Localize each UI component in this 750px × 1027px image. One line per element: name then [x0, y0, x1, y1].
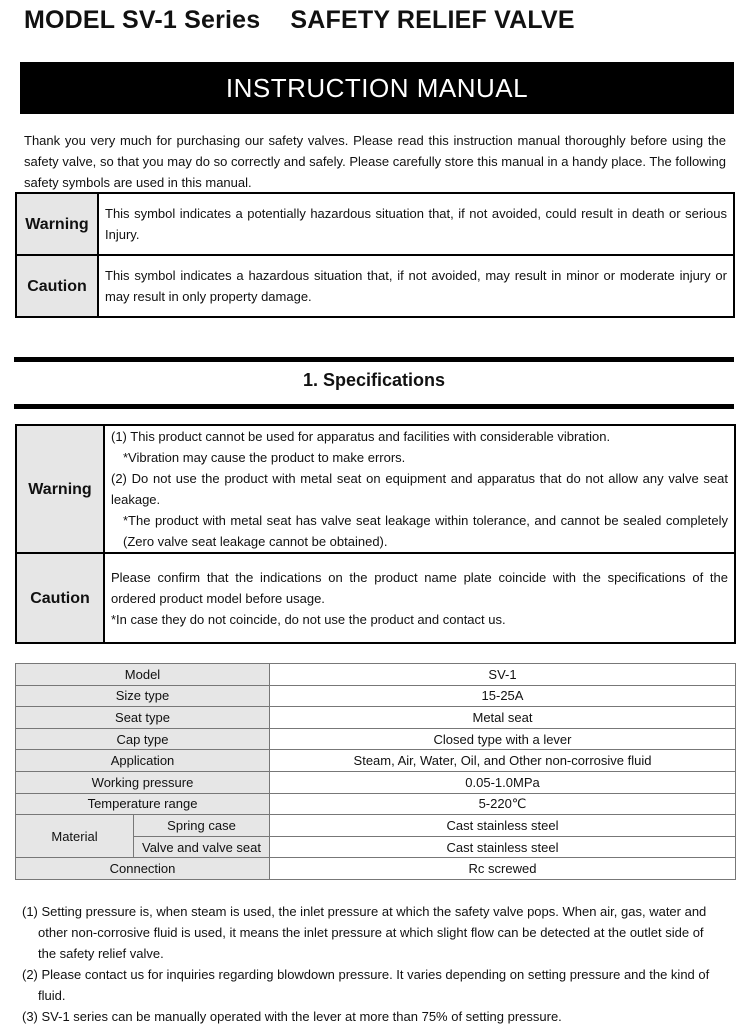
- spec-subkey: Spring case: [134, 815, 270, 837]
- spec-value: 15-25A: [270, 685, 736, 707]
- note-item: (1) Setting pressure is, when steam is used, the inlet pressure at which the safety valve pops. When air, gas, water and other non-corrosive fluid is used, it means the inlet pressure at which slight flow can be detected at the outlet side of the safety relief valve.: [22, 904, 707, 961]
- table-row: [16, 728, 736, 750]
- spec-value: Metal seat: [270, 707, 736, 729]
- spec-warning-line: *Vibration may cause the product to make errors.: [123, 450, 406, 465]
- table-row: [16, 815, 736, 837]
- spec-key: Seat type: [16, 707, 270, 729]
- table-row: [16, 793, 736, 815]
- spec-caution-line: Please confirm that the indications on the product name plate coincide with the specifications of the ordered product model before usage.: [111, 569, 728, 606]
- spec-key: Cap type: [16, 728, 270, 750]
- spec-value: Rc screwed: [270, 858, 736, 880]
- model-title: MODEL SV-1 Series: [24, 6, 261, 34]
- spec-key: Application: [16, 750, 270, 772]
- spec-warning-line: *The product with metal seat has valve seat leakage within tolerance, and cannot be sealed completely (Zero valve seat leakage cannot be obtained).: [123, 513, 728, 549]
- section-title: 1. Specifications: [302, 370, 446, 390]
- warning-label: Warning: [16, 193, 98, 255]
- spec-warning-text: [104, 425, 735, 553]
- warning-description: This symbol indicates a potentially hazardous situation that, if not avoided, could result in death or serious Injury.: [98, 193, 734, 255]
- spec-value: SV-1: [270, 664, 736, 686]
- note-item: (3) SV-1 series can be manually operated with the lever at more than 75% of setting pressure.: [22, 1009, 562, 1024]
- table-row: [16, 771, 736, 793]
- section-top-rule: [14, 357, 734, 362]
- table-row: [16, 707, 736, 729]
- intro-paragraph: Thank you very much for purchasing our safety valves. Please read this instruction manual thoroughly before using the safety valve, so that you may do so correctly and safely. Please carefully store this manual in a handy place. The following safety symbols are used in this manual.: [24, 133, 726, 190]
- table-row: [16, 858, 736, 880]
- spec-key: Connection: [16, 858, 270, 880]
- spec-value: Cast stainless steel: [270, 815, 736, 837]
- spec-caution-text: [104, 553, 735, 643]
- warning-symbol-row: [16, 193, 734, 255]
- table-row: [16, 664, 736, 686]
- spec-key: Size type: [16, 685, 270, 707]
- spec-key: Model: [16, 664, 270, 686]
- caution-symbol-row: [16, 255, 734, 317]
- spec-warning-line: (2) Do not use the product with metal seat on equipment and apparatus that do not allow any valve seat leakage.: [111, 471, 728, 507]
- spec-value: 5-220℃: [270, 793, 736, 815]
- instruction-manual-banner: INSTRUCTION MANUAL: [20, 62, 734, 114]
- spec-value: Cast stainless steel: [270, 836, 736, 858]
- document-title: [24, 6, 575, 35]
- product-title: SAFETY RELIEF VALVE: [290, 6, 575, 34]
- specification-notices-table: [15, 424, 736, 644]
- safety-symbols-table: [15, 192, 735, 318]
- note-item: (2) Please contact us for inquiries regarding blowdown pressure. It varies depending on setting pressure and the kind of fluid.: [22, 967, 710, 1003]
- spec-warning-label: Warning: [16, 425, 104, 553]
- spec-key: Working pressure: [16, 771, 270, 793]
- spec-warning-row: [16, 425, 735, 553]
- table-row: [16, 750, 736, 772]
- spec-caution-row: [16, 553, 735, 643]
- spec-key: Temperature range: [16, 793, 270, 815]
- table-row: [16, 685, 736, 707]
- spec-value: Closed type with a lever: [270, 728, 736, 750]
- spec-key-material: Material: [16, 815, 134, 858]
- spec-subkey: Valve and valve seat: [134, 836, 270, 858]
- spec-caution-line: *In case they do not coincide, do not use the product and contact us.: [111, 611, 506, 627]
- spec-value: Steam, Air, Water, Oil, and Other non-corrosive fluid: [270, 750, 736, 772]
- section-bottom-rule: [14, 404, 734, 409]
- spec-caution-label: Caution: [16, 553, 104, 643]
- caution-description: This symbol indicates a hazardous situation that, if not avoided, may result in minor or moderate injury or may result in only property damage.: [98, 255, 734, 317]
- spec-value: 0.05-1.0MPa: [270, 771, 736, 793]
- specifications-table: [15, 663, 736, 880]
- notes-list: [22, 901, 722, 1027]
- caution-label: Caution: [16, 255, 98, 317]
- spec-warning-line: (1) This product cannot be used for apparatus and facilities with considerable vibration.: [111, 429, 611, 444]
